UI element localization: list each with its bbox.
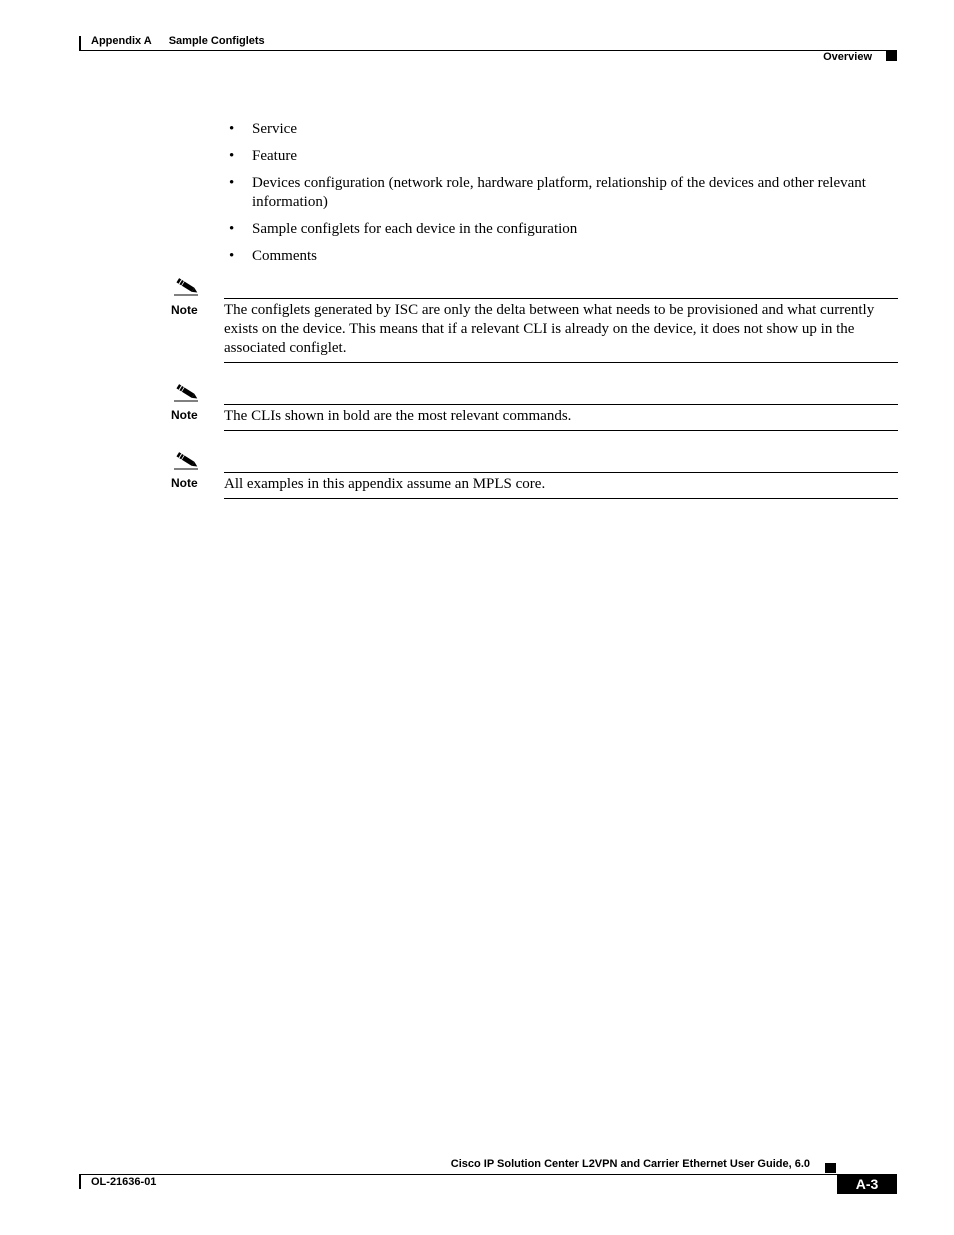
pencil-note-icon [172, 450, 200, 470]
note-text: The configlets generated by ISC are only the delta between what needs to be provisioned and what currently exists on the device. This means that if a relevant CLI is already on the device, it does not show up in the associated configlet. [224, 298, 898, 363]
header-rule [79, 50, 897, 51]
note-text: The CLIs shown in bold are the most relevant commands. [224, 404, 898, 431]
pencil-note-icon [172, 382, 200, 402]
pencil-note-icon [172, 276, 200, 296]
footer-book-title: Cisco IP Solution Center L2VPN and Carrier Ethernet User Guide, 6.0 [450, 1158, 810, 1170]
page-number: A-3 [837, 1175, 897, 1194]
running-header [91, 35, 282, 47]
list-item: • Devices configuration (network role, hardware platform, relationship of the devices and other relevant information) [229, 174, 899, 212]
note-label: Note [171, 476, 198, 490]
note-label: Note [171, 408, 198, 422]
list-item: • Sample configlets for each device in the configuration [229, 220, 899, 239]
footer-marker [825, 1163, 836, 1173]
footer-rule [79, 1174, 897, 1175]
list-item: • Comments [229, 247, 899, 266]
footer-doc-number: OL-21636-01 [91, 1176, 157, 1188]
list-item: • Service [229, 120, 899, 139]
note-text: All examples in this appendix assume an MPLS core. [224, 472, 898, 499]
list-item: • Feature [229, 147, 899, 166]
note-label: Note [171, 303, 198, 317]
header-section: Overview [823, 51, 872, 63]
footer-left-bar [79, 1175, 81, 1189]
header-left-bar [79, 36, 81, 50]
header-chapter: Appendix A [91, 35, 152, 47]
header-marker [886, 51, 897, 61]
bullet-list [229, 120, 899, 274]
header-chapter-title: Sample Configlets [168, 35, 265, 47]
